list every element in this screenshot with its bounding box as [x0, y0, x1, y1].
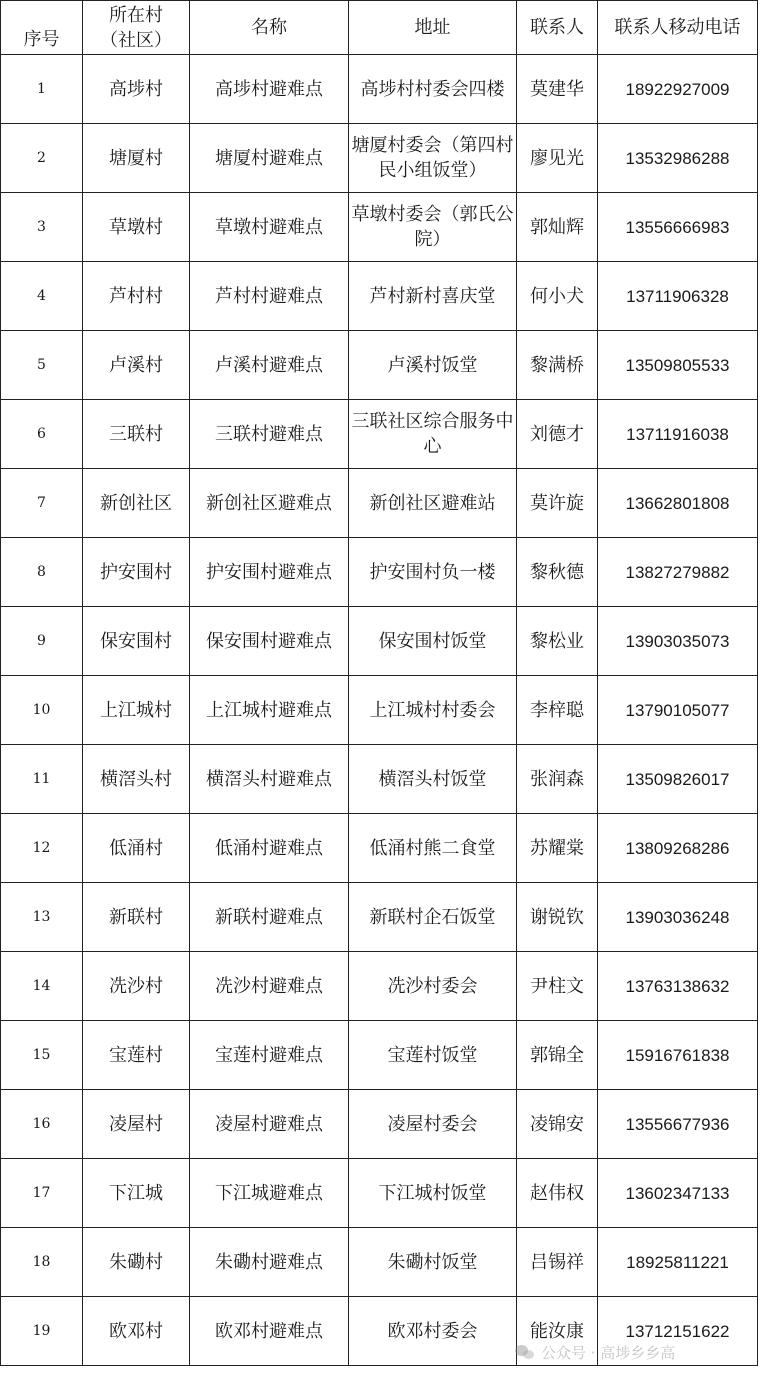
cell-contact: 能汝康 [517, 1297, 598, 1366]
cell-contact: 刘德才 [517, 400, 598, 469]
cell-seq: 6 [1, 400, 83, 469]
cell-seq: 1 [1, 55, 83, 124]
cell-contact: 郭锦全 [517, 1021, 598, 1090]
cell-seq: 8 [1, 538, 83, 607]
cell-village: 下江城 [83, 1159, 190, 1228]
table-row [1, 1090, 758, 1159]
cell-name: 卢溪村避难点 [190, 331, 349, 400]
cell-village: 凌屋村 [83, 1090, 190, 1159]
table-row [1, 1159, 758, 1228]
header-address: 地址 [349, 1, 517, 55]
cell-village: 保安围村 [83, 607, 190, 676]
cell-seq: 11 [1, 745, 83, 814]
cell-contact: 凌锦安 [517, 1090, 598, 1159]
cell-village: 欧邓村 [83, 1297, 190, 1366]
cell-phone: 13809268286 [598, 814, 758, 883]
table-row [1, 193, 758, 262]
cell-village: 新创社区 [83, 469, 190, 538]
cell-phone: 13712151622 [598, 1297, 758, 1366]
cell-village: 高埗村 [83, 55, 190, 124]
cell-name: 欧邓村避难点 [190, 1297, 349, 1366]
cell-phone: 13662801808 [598, 469, 758, 538]
cell-phone: 13602347133 [598, 1159, 758, 1228]
cell-seq: 10 [1, 676, 83, 745]
cell-village: 宝莲村 [83, 1021, 190, 1090]
cell-village: 冼沙村 [83, 952, 190, 1021]
cell-phone: 13556666983 [598, 193, 758, 262]
cell-seq: 18 [1, 1228, 83, 1297]
cell-seq: 7 [1, 469, 83, 538]
cell-seq: 16 [1, 1090, 83, 1159]
table-row [1, 676, 758, 745]
cell-name: 新联村避难点 [190, 883, 349, 952]
header-name: 名称 [190, 1, 349, 55]
cell-name: 三联村避难点 [190, 400, 349, 469]
cell-village: 上江城村 [83, 676, 190, 745]
cell-village: 新联村 [83, 883, 190, 952]
cell-name: 新创社区避难点 [190, 469, 349, 538]
cell-phone: 13556677936 [598, 1090, 758, 1159]
table-row [1, 1021, 758, 1090]
cell-phone: 13509805533 [598, 331, 758, 400]
cell-name: 上江城村避难点 [190, 676, 349, 745]
cell-contact: 张润森 [517, 745, 598, 814]
cell-name: 保安围村避难点 [190, 607, 349, 676]
cell-phone: 13790105077 [598, 676, 758, 745]
cell-address: 欧邓村委会 [349, 1297, 517, 1366]
cell-seq: 12 [1, 814, 83, 883]
table-row [1, 1228, 758, 1297]
table-row [1, 1297, 758, 1366]
cell-contact: 李梓聪 [517, 676, 598, 745]
cell-contact: 郭灿辉 [517, 193, 598, 262]
header-phone: 联系人移动电话 [598, 1, 758, 55]
cell-address: 高埗村村委会四楼 [349, 55, 517, 124]
cell-contact: 赵伟权 [517, 1159, 598, 1228]
table-row [1, 400, 758, 469]
cell-name: 草墩村避难点 [190, 193, 349, 262]
cell-name: 冼沙村避难点 [190, 952, 349, 1021]
cell-village: 芦村村 [83, 262, 190, 331]
cell-name: 横滘头村避难点 [190, 745, 349, 814]
cell-name: 塘厦村避难点 [190, 124, 349, 193]
cell-name: 护安围村避难点 [190, 538, 349, 607]
header-row [1, 1, 758, 55]
cell-village: 横滘头村 [83, 745, 190, 814]
header-seq: 序号 [1, 1, 83, 55]
cell-phone: 13711916038 [598, 400, 758, 469]
cell-phone: 18922927009 [598, 55, 758, 124]
cell-seq: 5 [1, 331, 83, 400]
cell-seq: 19 [1, 1297, 83, 1366]
cell-village: 卢溪村 [83, 331, 190, 400]
cell-address: 朱磡村饭堂 [349, 1228, 517, 1297]
cell-seq: 17 [1, 1159, 83, 1228]
cell-contact: 谢锐钦 [517, 883, 598, 952]
cell-phone: 15916761838 [598, 1021, 758, 1090]
cell-name: 低涌村避难点 [190, 814, 349, 883]
table-row [1, 745, 758, 814]
watermark-text: 公众号 · 高埗乡乡高 [541, 1343, 676, 1362]
table-row [1, 55, 758, 124]
table-row [1, 607, 758, 676]
cell-address: 三联社区综合服务中心 [349, 400, 517, 469]
cell-village: 草墩村 [83, 193, 190, 262]
cell-address: 草墩村委会（郭氏公院） [349, 193, 517, 262]
table-row [1, 538, 758, 607]
cell-phone: 13711906328 [598, 262, 758, 331]
cell-village: 三联村 [83, 400, 190, 469]
cell-address: 冼沙村委会 [349, 952, 517, 1021]
cell-address: 低涌村熊二食堂 [349, 814, 517, 883]
table-row [1, 469, 758, 538]
cell-contact: 吕锡祥 [517, 1228, 598, 1297]
cell-phone: 13903035073 [598, 607, 758, 676]
table-row [1, 124, 758, 193]
cell-contact: 黎秋德 [517, 538, 598, 607]
header-village [83, 1, 190, 55]
cell-address: 上江城村村委会 [349, 676, 517, 745]
cell-address: 塘厦村委会（第四村民小组饭堂） [349, 124, 517, 193]
cell-village: 低涌村 [83, 814, 190, 883]
table-row [1, 331, 758, 400]
cell-name: 凌屋村避难点 [190, 1090, 349, 1159]
cell-address: 横滘头村饭堂 [349, 745, 517, 814]
cell-address: 凌屋村委会 [349, 1090, 517, 1159]
cell-contact: 黎满桥 [517, 331, 598, 400]
cell-seq: 3 [1, 193, 83, 262]
cell-seq: 13 [1, 883, 83, 952]
cell-contact: 何小犬 [517, 262, 598, 331]
cell-name: 朱磡村避难点 [190, 1228, 349, 1297]
cell-village: 护安围村 [83, 538, 190, 607]
cell-phone: 13532986288 [598, 124, 758, 193]
cell-phone: 13509826017 [598, 745, 758, 814]
table-row [1, 814, 758, 883]
cell-contact: 廖见光 [517, 124, 598, 193]
cell-phone: 13763138632 [598, 952, 758, 1021]
cell-contact: 苏耀棠 [517, 814, 598, 883]
cell-name: 下江城避难点 [190, 1159, 349, 1228]
cell-phone: 13827279882 [598, 538, 758, 607]
cell-name: 芦村村避难点 [190, 262, 349, 331]
cell-village: 朱磡村 [83, 1228, 190, 1297]
cell-address: 新创社区避难站 [349, 469, 517, 538]
header-contact: 联系人 [517, 1, 598, 55]
header-village-line2: （社区） [100, 29, 172, 51]
cell-address: 保安围村饭堂 [349, 607, 517, 676]
cell-contact: 莫建华 [517, 55, 598, 124]
cell-name: 宝莲村避难点 [190, 1021, 349, 1090]
cell-seq: 2 [1, 124, 83, 193]
cell-address: 护安围村负一楼 [349, 538, 517, 607]
table-row [1, 262, 758, 331]
cell-address: 宝莲村饭堂 [349, 1021, 517, 1090]
cell-phone: 13903036248 [598, 883, 758, 952]
header-village-line1: 所在村 [109, 4, 163, 26]
cell-contact: 尹柱文 [517, 952, 598, 1021]
cell-name: 高埗村避难点 [190, 55, 349, 124]
cell-contact: 莫许旋 [517, 469, 598, 538]
cell-address: 芦村新村喜庆堂 [349, 262, 517, 331]
table-row [1, 883, 758, 952]
cell-address: 新联村企石饭堂 [349, 883, 517, 952]
table-row [1, 952, 758, 1021]
cell-seq: 14 [1, 952, 83, 1021]
cell-seq: 4 [1, 262, 83, 331]
cell-village: 塘厦村 [83, 124, 190, 193]
cell-seq: 9 [1, 607, 83, 676]
cell-phone: 18925811221 [598, 1228, 758, 1297]
cell-seq: 15 [1, 1021, 83, 1090]
cell-contact: 黎松业 [517, 607, 598, 676]
cell-address: 下江城村饭堂 [349, 1159, 517, 1228]
cell-address: 卢溪村饭堂 [349, 331, 517, 400]
